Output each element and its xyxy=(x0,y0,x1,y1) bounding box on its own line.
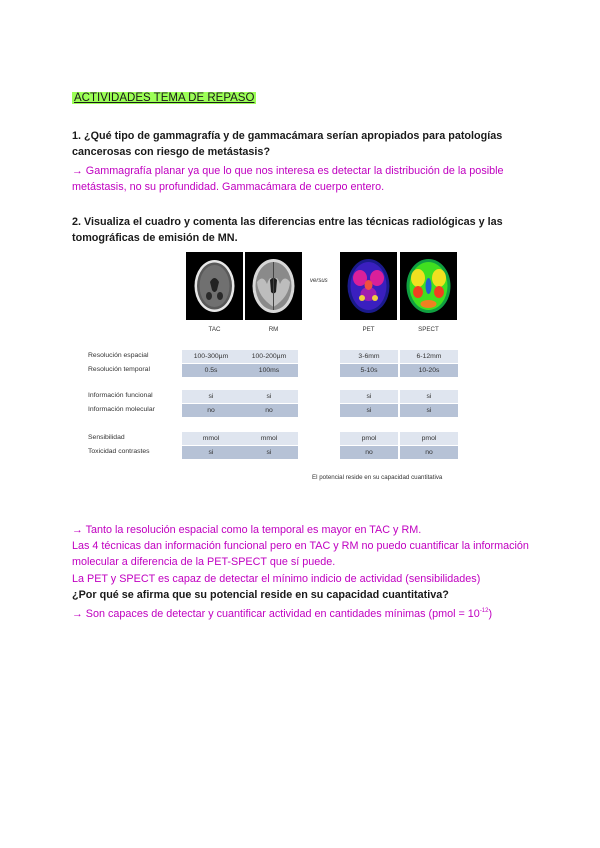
table-cell: si xyxy=(400,404,458,417)
answer-1: → Gammagrafía planar ya que lo que nos interesa es detectar la distribución de la posible metástasis, no su profundidad. Gammacámara de cuerpo entero. xyxy=(72,165,504,193)
comparison-table xyxy=(88,338,496,488)
modality-label: RM xyxy=(268,326,279,333)
table-cell: si xyxy=(182,390,240,403)
response-4-main: → Son capaces de detectar y cuantificar actividad en cantidades mínimas (pmol = 10 xyxy=(72,607,480,620)
table-cell: 3-6mm xyxy=(340,350,398,363)
question-1-text: ¿Qué tipo de gammagrafía y de gammacámara serían apropiados para patologías cancerosas con riesgo de metástasis? xyxy=(72,130,503,158)
table-cell: 6-12mm xyxy=(400,350,458,363)
table-cell: si xyxy=(240,446,298,459)
table-cell: no xyxy=(182,404,240,417)
tac-brain-image xyxy=(186,252,243,320)
row-label: Toxicidad contrastes xyxy=(88,448,150,455)
response-3: La PET y SPECT es capaz de detectar el mínimo indicio de actividad (sensibilidades) xyxy=(72,573,481,585)
row-label: Resolución espacial xyxy=(88,352,149,359)
rm-brain-image xyxy=(245,252,302,320)
row-label: Resolución temporal xyxy=(88,366,150,373)
versus-label: versus xyxy=(310,278,328,284)
table-cell: 5-10s xyxy=(340,364,398,377)
table-cell: si xyxy=(240,390,298,403)
modality-label: PET xyxy=(362,326,375,333)
pet-brain-image xyxy=(340,252,397,320)
table-cell: pmol xyxy=(400,432,458,445)
table-cell: 100-200µm xyxy=(240,350,298,363)
row-label: Información molecular xyxy=(88,406,155,413)
question-1-number: 1. xyxy=(72,130,82,142)
table-cell: 10-20s xyxy=(400,364,458,377)
table-cell: no xyxy=(240,404,298,417)
response-1: → Tanto la resolución espacial como la temporal es mayor en TAC y RM. xyxy=(72,524,422,536)
question-3: ¿Por qué se afirma que su potencial reside en su capacidad cuantitativa? xyxy=(72,589,449,601)
question-2-text: Visualiza el cuadro y comenta las diferencias entre las técnicas radiológicas y las tomográficas de emisión de MN. xyxy=(72,216,503,244)
table-cell: si xyxy=(340,404,398,417)
table-cell: si xyxy=(182,446,240,459)
table-cell: 0.5s xyxy=(182,364,240,377)
table-cell: no xyxy=(340,446,398,459)
table-cell: 100ms xyxy=(240,364,298,377)
comparison-figure xyxy=(82,248,496,488)
table-cell: mmol xyxy=(182,432,240,445)
question-2-number: 2. xyxy=(72,216,82,228)
question-2 xyxy=(72,214,532,246)
row-label: Información funcional xyxy=(88,392,153,399)
response-2: Las 4 técnicas dan información funcional pero en TAC y RM no puedo cuantificar la información molecular a diferencia de la PET-SPECT que sí puede. xyxy=(72,540,529,568)
table-cell: 100-300µm xyxy=(182,350,240,363)
table-cell: no xyxy=(400,446,458,459)
modality-label: SPECT xyxy=(418,326,439,333)
question-1 xyxy=(72,128,532,160)
figure-footnote: El potencial reside en su capacidad cuantitativa xyxy=(312,474,443,481)
table-cell: si xyxy=(340,390,398,403)
row-label: Sensibilidad xyxy=(88,434,125,441)
page-title: ACTIVIDADES TEMA DE REPASO xyxy=(74,92,255,104)
table-cell: mmol xyxy=(240,432,298,445)
response-4-exponent: -12 xyxy=(479,608,489,614)
response-4 xyxy=(72,603,542,622)
table-cell: si xyxy=(400,390,458,403)
table-cell: pmol xyxy=(340,432,398,445)
spect-brain-image xyxy=(400,252,457,320)
response-4-end: ) xyxy=(488,607,493,620)
modality-label: TAC xyxy=(208,326,221,333)
